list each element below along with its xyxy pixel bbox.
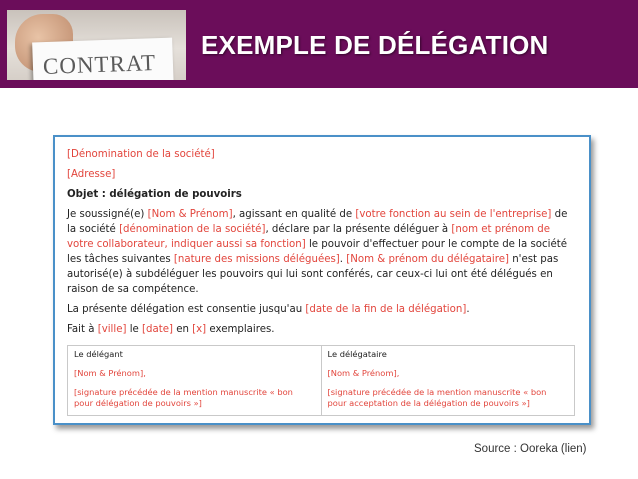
body-text: en <box>172 324 193 335</box>
delegataire-cell <box>321 346 575 416</box>
body-text: de la société <box>67 209 568 235</box>
signature-table <box>67 345 575 416</box>
body-paragraph <box>67 207 575 297</box>
body-text: exemplaires. <box>206 324 275 335</box>
placeholder-text: [votre fonction au sein de l'entreprise] <box>355 209 552 220</box>
delegataire-name: [Nom & Prénom], <box>327 368 400 378</box>
subject-line: Objet : délégation de pouvoirs <box>67 189 242 200</box>
body-text: . <box>466 304 470 315</box>
body-text: Je soussigné(e) <box>67 209 148 220</box>
placeholder-text: [ville] <box>97 324 127 335</box>
placeholder-text: [Nom & Prénom] <box>147 209 233 220</box>
delegant-cell <box>68 346 322 416</box>
placeholder-text: [nom et prénom de votre collaborateur, indiquer aussi sa fonction] <box>67 224 551 250</box>
body-text: , déclare par la présente déléguer à <box>265 224 452 235</box>
delegant-header: Le délégant <box>74 349 123 359</box>
body-text: . <box>339 254 347 265</box>
body-text: le <box>126 324 143 335</box>
body-text: n'est pas autorisé(e) à subdéléguer les pouvoirs qui lui sont conférés, car ceux-ci lui ont été délégués en raison de sa compétence. <box>67 254 559 295</box>
address: [Adresse] <box>67 169 116 180</box>
contract-photo <box>7 10 186 80</box>
delegant-name: [Nom & Prénom], <box>74 368 146 378</box>
header-banner <box>0 0 638 88</box>
contract-word: CONTRAT <box>42 50 157 79</box>
placeholder-text: [date de la fin de la délégation] <box>305 304 467 315</box>
body-text: Fait à <box>67 324 98 335</box>
placeholder-text: [date] <box>142 324 173 335</box>
body-text: La présente délégation est consentie jusqu'au <box>67 304 306 315</box>
placeholder-text: [Nom & prénom du délégataire] <box>346 254 509 265</box>
document-frame <box>53 135 591 425</box>
placeholder-text: [x] <box>192 324 207 335</box>
delegataire-signature: [signature précédée de la mention manuscrite « bon pour acceptation de la délégation de pouvoirs »] <box>327 387 547 408</box>
source-credit: Source : Ooreka (lien) <box>474 443 587 455</box>
body-text: , agissant en qualité de <box>232 209 356 220</box>
made-at-paragraph <box>67 322 575 337</box>
company-name: [Dénomination de la société] <box>67 149 215 160</box>
placeholder-text: [dénomination de la société] <box>119 224 266 235</box>
slide-title: EXEMPLE DE DÉLÉGATION <box>201 30 549 60</box>
placeholder-text: [nature des missions déléguées] <box>173 254 340 265</box>
body-text: le pouvoir d'effectuer pour le compte de la société les tâches suivantes <box>67 239 567 265</box>
delegant-signature: [signature précédée de la mention manuscrite « bon pour délégation de pouvoirs »] <box>74 387 293 408</box>
validity-paragraph <box>67 302 575 317</box>
delegataire-header: Le délégataire <box>327 349 387 359</box>
